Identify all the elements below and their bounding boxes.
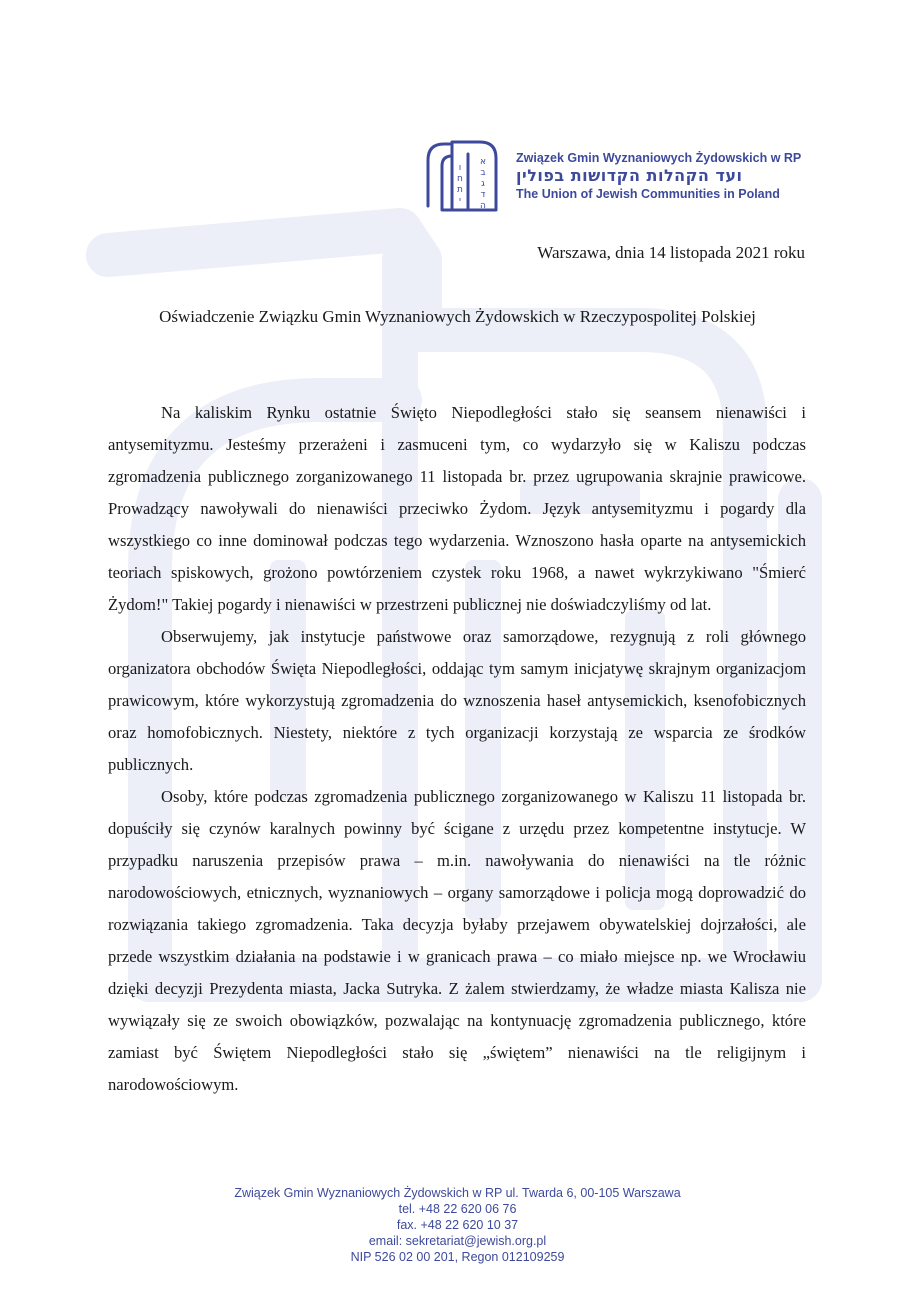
svg-text:ת: ת [457, 185, 463, 195]
letterhead [418, 134, 818, 214]
document-title: Oświadczenie Związku Gmin Wyznaniowych Żydowskich w Rzeczypospolitej Polskiej [159, 307, 756, 326]
svg-text:ד: ד [480, 190, 486, 200]
footer-email: email: sekretariat@jewish.org.pl [368, 1234, 547, 1248]
org-name-hebrew: ועד הקהלות הקדושות בפולין [516, 166, 743, 185]
footer-address: Związek Gmin Wyznaniowych Żydowskich w RP ul. Twarda 6, 00-105 Warszawa [234, 1186, 681, 1200]
org-name-polish: Związek Gmin Wyznaniowych Żydowskich w RP [516, 151, 802, 165]
union-logo-icon [422, 136, 504, 212]
svg-text:ו: ו [458, 163, 462, 173]
footer-tel: tel. +48 22 620 06 76 [398, 1202, 517, 1216]
svg-text:א: א [479, 157, 487, 167]
footer-fax: fax. +48 22 620 10 37 [396, 1218, 519, 1232]
svg-text:ה: ה [480, 201, 486, 211]
svg-text:ח: ח [457, 174, 463, 184]
paragraph: Osoby, które podczas zgromadzenia publicznego zorganizowanego w Kaliszu 11 listopada br. dopuściły się czynów karalnych powinny być ścigane z urzędu przez kompetentne instytucje. W przypadku naruszenia przepisów prawa – m.in. nawoływania do nienawiści na tle różnic narodowościowych, etnicznych, wyznaniowych – organy samorządowe i policja mogą doprowadzić do rozwiązania takiego zgromadzenia. Taka decyzja byłaby przejawem obywatelskiej dojrzałości, ale przede wszystkim działania na podstawie i w granicach prawa – co miało miejsce np. we Wrocławiu dzięki decyzji Prezydenta miasta, Jacka Sutryka. Z żalem stwierdzamy, że władze miasta Kalisza nie wywiązały się ze swoich obowiązków, pozwalając na kontynuację zgromadzenia publicznego, które zamiast być Świętem Niepodległości stało się „świętem” nienawiści na tle religijnym i narodowościowym. [108, 787, 806, 1094]
organization-names [516, 150, 801, 202]
svg-text:ב: ב [480, 168, 486, 178]
statement-body [108, 397, 806, 1101]
paragraph: Obserwujemy, jak instytucje państwowe oraz samorządowe, rezygnują z roli głównego organizatora obchodów Święta Niepodległości, oddając tym samym inicjatywę skrajnym organizacjom prawicowym, które wykorzystują zgromadzenia do wznoszenia haseł antysemickich, ksenofobicznych oraz homofobicznych. Niestety, niektóre z tych organizacji korzystają ze wsparcia ze środków publicznych. [108, 627, 806, 774]
paragraph: Na kaliskim Rynku ostatnie Święto Niepodległości stało się seansem nienawiści i antysemityzmu. Jesteśmy przerażeni i zasmuceni tym, co wydarzyło się w Kaliszu podczas zgromadzenia publicznego zorganizowanego 11 listopada br. przez ugrupowania skrajnie prawicowe. Prowadzący nawoływali do nienawiści przeciwko Żydom. Język antysemityzmu i pogardy dla wszystkiego co inne dominował podczas tego wydarzenia. Wznoszono hasła oparte na antysemickich teoriach spiskowych, grożono powtórzeniem czystek roku 1968, a nawet wykrzykiwano "Śmierć Żydom!" Takiej pogardy i nienawiści w przestrzeni publicznej nie doświadczyliśmy od lat. [108, 403, 806, 614]
svg-text:י: י [458, 196, 462, 206]
org-name-english: The Union of Jewish Communities in Poland [516, 187, 780, 201]
footer-contact [0, 1185, 915, 1265]
date-line: Warszawa, dnia 14 listopada 2021 roku [537, 243, 805, 262]
svg-text:ג: ג [481, 179, 485, 189]
footer-ids: NIP 526 02 00 201, Regon 012109259 [350, 1250, 565, 1264]
